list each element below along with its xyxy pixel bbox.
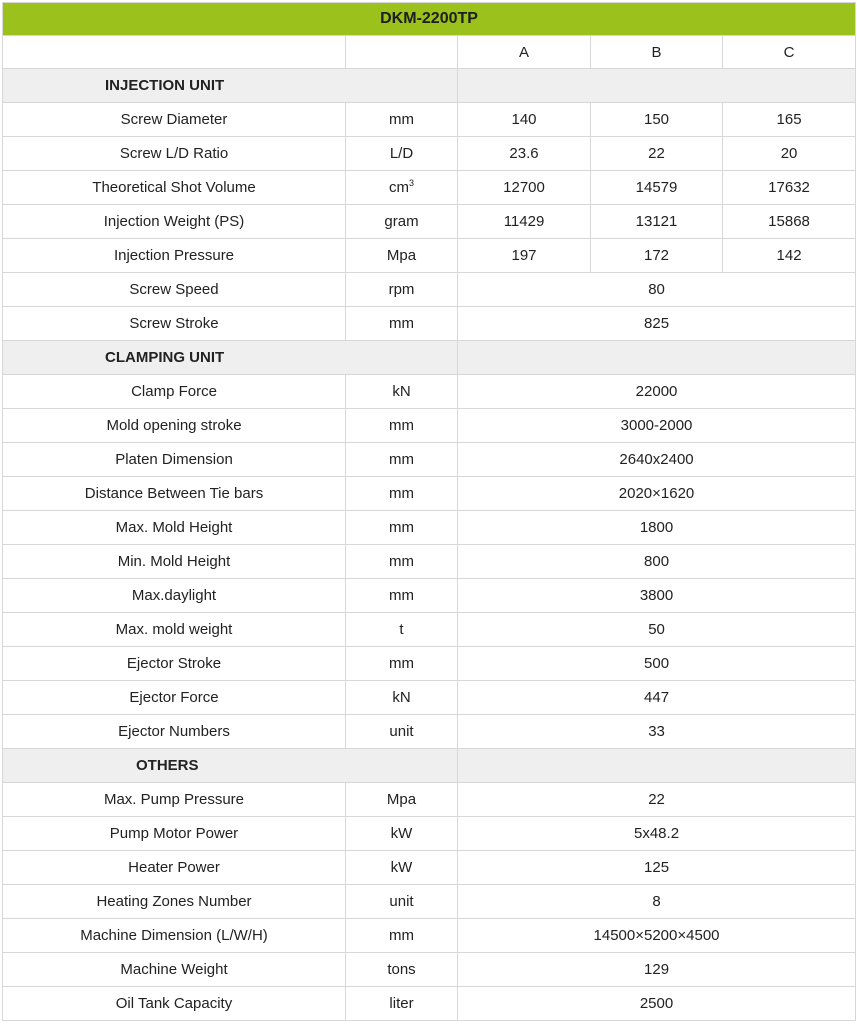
- table-row: [3, 613, 856, 647]
- header-blank-unit: [346, 36, 458, 69]
- column-header-row: [3, 36, 856, 69]
- parameter-value: 1800: [458, 511, 856, 545]
- parameter-value-a: 11429: [458, 205, 591, 239]
- parameter-value: 2500: [458, 987, 856, 1021]
- parameter-value: 14500×5200×4500: [458, 919, 856, 953]
- table-row: [3, 987, 856, 1021]
- parameter-value: 5x48.2: [458, 817, 856, 851]
- parameter-name: Machine Weight: [3, 953, 346, 987]
- table-row: [3, 511, 856, 545]
- table-row: [3, 851, 856, 885]
- parameter-unit: mm: [346, 647, 458, 681]
- parameter-value: 80: [458, 273, 856, 307]
- parameter-value: 22000: [458, 375, 856, 409]
- parameter-unit: mm: [346, 443, 458, 477]
- parameter-unit: kW: [346, 817, 458, 851]
- parameter-unit: mm: [346, 579, 458, 613]
- parameter-value: 50: [458, 613, 856, 647]
- parameter-value: 447: [458, 681, 856, 715]
- parameter-value: 3000-2000: [458, 409, 856, 443]
- section-filler: [458, 341, 856, 375]
- parameter-unit: rpm: [346, 273, 458, 307]
- section-header-clamping: [3, 341, 856, 375]
- column-header-b: B: [591, 36, 723, 69]
- table-row: [3, 647, 856, 681]
- table-row: [3, 919, 856, 953]
- parameter-unit: mm: [346, 103, 458, 137]
- parameter-value-a: 23.6: [458, 137, 591, 171]
- parameter-value: 500: [458, 647, 856, 681]
- table-row: [3, 579, 856, 613]
- parameter-value: 825: [458, 307, 856, 341]
- parameter-unit: Mpa: [346, 239, 458, 273]
- column-header-c: C: [723, 36, 856, 69]
- table-row: [3, 443, 856, 477]
- parameter-name: Mold opening stroke: [3, 409, 346, 443]
- table-row: [3, 715, 856, 749]
- spec-table: [2, 2, 856, 1021]
- parameter-name: Heating Zones Number: [3, 885, 346, 919]
- parameter-name: Ejector Numbers: [3, 715, 346, 749]
- parameter-unit: Mpa: [346, 783, 458, 817]
- section-header-injection: [3, 69, 856, 103]
- table-row: [3, 307, 856, 341]
- parameter-value: 8: [458, 885, 856, 919]
- parameter-name: Screw Stroke: [3, 307, 346, 341]
- parameter-value-b: 13121: [591, 205, 723, 239]
- parameter-value: 33: [458, 715, 856, 749]
- parameter-name: Heater Power: [3, 851, 346, 885]
- parameter-unit: mm: [346, 919, 458, 953]
- title-row: [3, 3, 856, 36]
- unit-text: cm: [388, 179, 409, 196]
- parameter-value-b: 172: [591, 239, 723, 273]
- parameter-name: Ejector Stroke: [3, 647, 346, 681]
- parameter-value-c: 15868: [723, 205, 856, 239]
- parameter-unit: mm: [346, 307, 458, 341]
- header-blank: [3, 36, 346, 69]
- parameter-name: Screw Diameter: [3, 103, 346, 137]
- parameter-value-a: 197: [458, 239, 591, 273]
- parameter-value-c: 142: [723, 239, 856, 273]
- parameter-value-a: 12700: [458, 171, 591, 205]
- table-row: [3, 477, 856, 511]
- table-row: [3, 681, 856, 715]
- parameter-name: Theoretical Shot Volume: [3, 171, 346, 205]
- parameter-unit: kN: [346, 375, 458, 409]
- table-row: [3, 239, 856, 273]
- table-row: [3, 783, 856, 817]
- table-row: [3, 137, 856, 171]
- parameter-unit: unit: [346, 715, 458, 749]
- parameter-name: Pump Motor Power: [3, 817, 346, 851]
- parameter-value: 3800: [458, 579, 856, 613]
- table-row: [3, 273, 856, 307]
- table-row: [3, 205, 856, 239]
- section-label: INJECTION UNIT: [3, 69, 458, 103]
- parameter-value: 22: [458, 783, 856, 817]
- parameter-name: Distance Between Tie bars: [3, 477, 346, 511]
- parameter-unit: [346, 171, 458, 205]
- unit-superscript: 3: [408, 178, 414, 188]
- parameter-value: 2640x2400: [458, 443, 856, 477]
- parameter-name: Injection Pressure: [3, 239, 346, 273]
- parameter-name: Platen Dimension: [3, 443, 346, 477]
- parameter-unit: mm: [346, 477, 458, 511]
- parameter-unit: gram: [346, 205, 458, 239]
- parameter-name: Max. Mold Height: [3, 511, 346, 545]
- parameter-name: Max. Pump Pressure: [3, 783, 346, 817]
- parameter-unit: tons: [346, 953, 458, 987]
- parameter-name: Oil Tank Capacity: [3, 987, 346, 1021]
- table-row: [3, 375, 856, 409]
- parameter-value-b: 14579: [591, 171, 723, 205]
- parameter-value-b: 150: [591, 103, 723, 137]
- parameter-name: Screw L/D Ratio: [3, 137, 346, 171]
- parameter-unit: L/D: [346, 137, 458, 171]
- parameter-name: Screw Speed: [3, 273, 346, 307]
- section-label: CLAMPING UNIT: [3, 341, 458, 375]
- parameter-unit: kW: [346, 851, 458, 885]
- parameter-unit: mm: [346, 409, 458, 443]
- parameter-name: Ejector Force: [3, 681, 346, 715]
- section-label: OTHERS: [3, 749, 458, 783]
- parameter-value-c: 165: [723, 103, 856, 137]
- spec-rows: [3, 69, 856, 1021]
- column-header-a: A: [458, 36, 591, 69]
- section-filler: [458, 749, 856, 783]
- table-row: [3, 817, 856, 851]
- parameter-value-c: 17632: [723, 171, 856, 205]
- parameter-name: Max.daylight: [3, 579, 346, 613]
- parameter-unit: kN: [346, 681, 458, 715]
- parameter-unit: mm: [346, 511, 458, 545]
- parameter-value: 2020×1620: [458, 477, 856, 511]
- section-filler: [458, 69, 856, 103]
- parameter-value: 125: [458, 851, 856, 885]
- parameter-value-a: 140: [458, 103, 591, 137]
- parameter-unit: t: [346, 613, 458, 647]
- table-row: [3, 171, 856, 205]
- parameter-unit: liter: [346, 987, 458, 1021]
- parameter-name: Clamp Force: [3, 375, 346, 409]
- parameter-value-b: 22: [591, 137, 723, 171]
- table-row: [3, 545, 856, 579]
- table-row: [3, 885, 856, 919]
- table-row: [3, 409, 856, 443]
- parameter-value: 800: [458, 545, 856, 579]
- parameter-name: Injection Weight (PS): [3, 205, 346, 239]
- parameter-name: Min. Mold Height: [3, 545, 346, 579]
- table-row: [3, 953, 856, 987]
- parameter-unit: mm: [346, 545, 458, 579]
- parameter-name: Max. mold weight: [3, 613, 346, 647]
- table-title: DKM-2200TP: [3, 3, 856, 36]
- parameter-unit: unit: [346, 885, 458, 919]
- table-row: [3, 103, 856, 137]
- parameter-value: 129: [458, 953, 856, 987]
- parameter-value-c: 20: [723, 137, 856, 171]
- section-header-others: [3, 749, 856, 783]
- parameter-name: Machine Dimension (L/W/H): [3, 919, 346, 953]
